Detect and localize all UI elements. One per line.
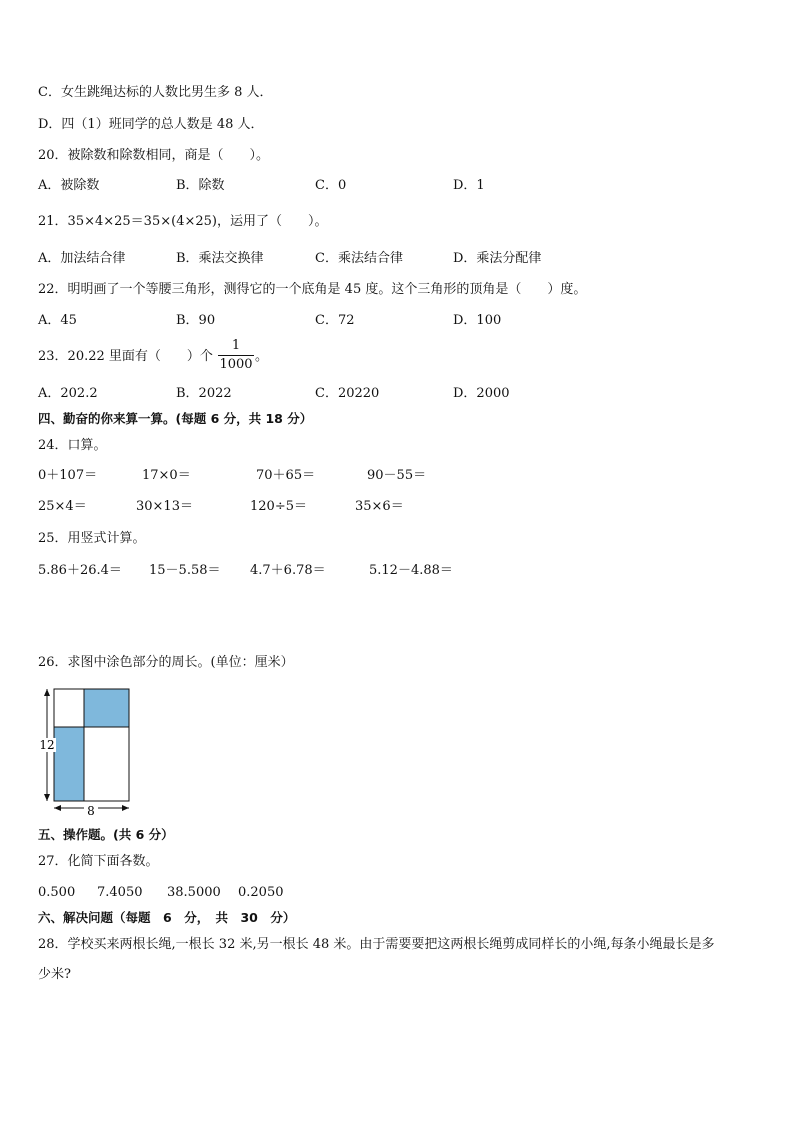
question-27: 27．化简下面各数。 [38,854,159,869]
height-arrow-top [44,689,50,696]
section-6-heading: 六、解决问题（每题 6 分， 共 30 分） [38,910,296,925]
q24-item: 25×4＝ [38,499,87,514]
q21-option-a: A．加法结合律 [38,251,126,266]
question-20: 20．被除数和除数相同，商是（ ）。 [38,148,270,163]
q27-item: 38.5000 [167,885,221,900]
question-28-line-1: 28．学校买来两根长绳,一根长 32 米,另一根长 48 米。由于需要要把这两根长绳剪成同样长的小绳,每条小绳最长是多 [38,937,715,952]
q20-option-c: C．0 [315,178,347,193]
q24-item: 90－55＝ [367,468,427,483]
q23-option-a: A．202.2 [38,386,98,401]
section-4-heading: 四、勤奋的你来算一算。(每题 6 分，共 18 分） [38,411,313,426]
fraction-bar [218,355,254,356]
question-24: 24．口算。 [38,438,107,453]
q27-item: 0.2050 [238,885,284,900]
q20-option-b: B．除数 [176,178,225,193]
question-26: 26．求图中涂色部分的周长。(单位：厘米） [38,655,294,670]
q23-prefix: 23．20.22 里面有（ ）个 [38,349,213,364]
option-d-previous: D．四（1）班同学的总人数是 48 人． [38,117,264,132]
q27-item: 0.500 [38,885,76,900]
q20-option-d: D．1 [453,178,485,193]
height-arrow-bottom [44,794,50,801]
q27-item: 7.4050 [97,885,143,900]
q23-option-d: D．2000 [453,386,510,401]
question-25: 25．用竖式计算。 [38,531,146,546]
q25-item: 5.86＋26.4＝ [38,563,122,578]
q23-fraction-numerator: 1 [231,338,241,353]
question-21: 21．35×4×25＝35×(4×25)，运用了（ ）。 [38,214,328,229]
width-label: 8 [87,804,95,818]
shaded-bottom-left [54,727,84,801]
shaded-top-right [84,689,129,727]
q22-option-c: C．72 [315,313,355,328]
q24-item: 30×13＝ [136,499,193,514]
q23-option-c: C．20220 [315,386,380,401]
q24-item: 35×6＝ [355,499,404,514]
q21-option-b: B．乘法交换律 [176,251,264,266]
width-arrow-right [122,805,129,811]
q22-option-a: A．45 [38,313,77,328]
q22-option-d: D．100 [453,313,502,328]
width-arrow-left [54,805,61,811]
q24-item: 70＋65＝ [256,468,316,483]
q25-item: 15－5.58＝ [149,563,221,578]
q20-option-a: A．被除数 [38,178,100,193]
q21-option-d: D．乘法分配律 [453,251,542,266]
q22-option-b: B．90 [176,313,216,328]
section-5-heading: 五、操作题。(共 6 分） [38,827,174,842]
q24-item: 0＋107＝ [38,468,98,483]
q23-fraction [218,338,254,373]
q21-option-c: C．乘法结合律 [315,251,403,266]
q23-option-b: B．2022 [176,386,232,401]
q23-fraction-denominator: 1000 [219,357,253,372]
height-label: 12 [39,738,55,752]
q24-item: 17×0＝ [142,468,191,483]
shaded-rectangle-figure [32,686,132,818]
q23-suffix: 。 [255,349,269,364]
question-28-line-2: 少米? [38,967,71,982]
question-22: 22．明明画了一个等腰三角形，测得它的一个底角是 45 度。这个三角形的顶角是（ ）度。 [38,282,587,297]
option-c-previous: C．女生跳绳达标的人数比男生多 8 人． [38,85,273,100]
question-23 [38,348,213,366]
q25-item: 5.12－4.88＝ [369,563,453,578]
q25-item: 4.7＋6.78＝ [250,563,326,578]
q24-item: 120÷5＝ [250,499,307,514]
